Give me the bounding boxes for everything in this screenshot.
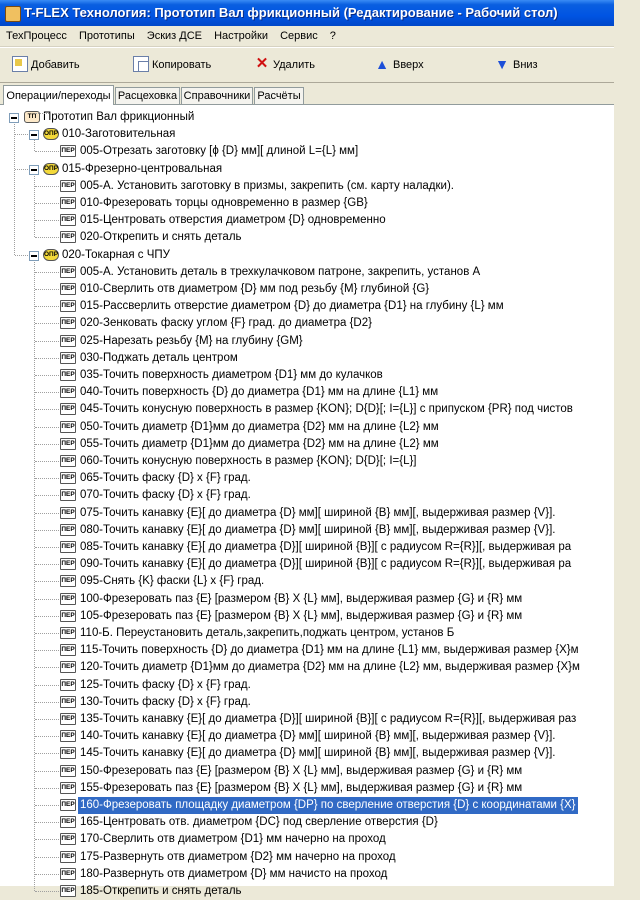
step-icon: ПЕР xyxy=(60,851,76,863)
tree-item-label: 165-Центровать отв. диаметром {DC} под сверление отверстия {D} xyxy=(80,816,438,829)
tree-item-label: 175-Развернуть отв диаметром {D2} мм начерно на проход xyxy=(80,850,396,863)
collapse-icon[interactable] xyxy=(29,251,39,261)
step-icon: ПЕР xyxy=(60,266,76,278)
delete-label: Удалить xyxy=(273,59,315,71)
move-down-button[interactable] xyxy=(494,52,538,78)
tree-step[interactable] xyxy=(0,711,640,728)
tree-connector xyxy=(35,272,59,273)
tree-step[interactable] xyxy=(0,556,640,573)
tree-item-label: 085-Точить канавку {E}[ до диаметра {D}][ шириной {B}][ с радиусом R={R}][, выдерживая ра xyxy=(80,541,572,553)
tree-operation[interactable] xyxy=(0,247,640,264)
tree-item-label: 025-Нарезать резьбу {M} на глубину {GM} xyxy=(80,334,303,347)
copy-label: Копировать xyxy=(152,59,212,71)
tree-connector xyxy=(35,805,59,806)
tree-connector xyxy=(35,891,59,892)
tree-item-label: 100-Фрезеровать паз {E} [размером {B} X {L} мм], выдерживая размер {G} и {R} мм xyxy=(80,592,523,605)
tree-step[interactable] xyxy=(0,745,640,762)
tree-item-label: 105-Фрезеровать паз {E} [размером {B} X {L} мм], выдерживая размер {G} и {R} мм xyxy=(80,609,523,622)
tree-operation[interactable] xyxy=(0,161,640,178)
tree-step[interactable] xyxy=(0,419,640,436)
tree-connector xyxy=(15,134,28,135)
tree-step[interactable] xyxy=(0,384,640,401)
tree-step[interactable] xyxy=(0,453,640,470)
tree-connector xyxy=(35,650,59,651)
tree-item-label: 135-Точить канавку {E}[ до диаметра {D}][ шириной {B}][ с радиусом R={R}][, выдерживая раз xyxy=(80,713,577,725)
tree-item-label: 075-Точить канавку {E}[ до диаметра {D} мм][ шириной {B} мм][, выдерживая размер {V}]. xyxy=(80,506,556,519)
tree-item-label: 095-Снять {K} фаски {L} x {F} град. xyxy=(80,575,265,588)
tree-connector xyxy=(35,151,59,152)
move-up-button[interactable] xyxy=(374,52,424,78)
tree-item-label: 125-Точить фаску {D} x {F} град. xyxy=(80,678,251,691)
add-label: Добавить xyxy=(31,59,80,71)
tree-item-label: 015-Фрезерно-центровальная xyxy=(62,162,223,175)
tree-item-label: Прототип Вал фрикционный xyxy=(43,111,195,123)
step-icon: ПЕР xyxy=(60,575,76,587)
tree-item-label: 120-Точить диаметр {D1}мм до диаметра {D2} мм на длине {L2} мм, выдерживая размер {X}м xyxy=(80,661,580,674)
tab-operations[interactable]: Операции/переходы xyxy=(3,85,114,105)
operation-icon: ОПР xyxy=(43,249,59,261)
step-icon: ПЕР xyxy=(60,145,76,157)
add-button[interactable] xyxy=(12,52,80,78)
menu-sketch[interactable]: Эскиз ДСЕ xyxy=(146,30,202,42)
tree-connector xyxy=(35,857,59,858)
tab-references[interactable]: Справочники xyxy=(181,87,253,104)
tree-step[interactable] xyxy=(0,315,640,332)
tree-connector xyxy=(35,667,59,668)
tree-connector xyxy=(35,753,59,754)
tree-step[interactable] xyxy=(0,831,640,848)
tree-item-label: 040-Точить поверхность {D} до диаметра {D1} мм на длине {L1} мм xyxy=(80,386,439,399)
tree-step[interactable] xyxy=(0,814,640,831)
step-icon: ПЕР xyxy=(60,507,76,519)
step-icon: ПЕР xyxy=(60,438,76,450)
step-icon: ПЕР xyxy=(60,403,76,415)
step-icon: ПЕР xyxy=(60,644,76,656)
tree-step[interactable] xyxy=(0,178,640,195)
menu-bar xyxy=(0,26,614,47)
copy-icon xyxy=(133,56,149,72)
tree-step[interactable] xyxy=(0,264,640,281)
tree-connector xyxy=(35,581,59,582)
tree-connector xyxy=(35,530,59,531)
tree-step[interactable] xyxy=(0,797,640,814)
tree-connector xyxy=(35,736,59,737)
step-icon: ПЕР xyxy=(60,283,76,295)
tree-step[interactable] xyxy=(0,505,640,522)
tree-item-label: 090-Точить канавку {E}[ до диаметра {D}][ шириной {B}][ с радиусом R={R}][, выдерживая ра xyxy=(80,558,572,571)
move-down-label: Вниз xyxy=(513,59,538,71)
tree-step[interactable] xyxy=(0,539,640,556)
step-icon: ПЕР xyxy=(60,868,76,880)
tree-connector xyxy=(35,375,59,376)
tree-connector xyxy=(35,444,59,445)
tree-item-label: 060-Точить конусную поверхность в размер {KON}; D{D}[; I={L}] xyxy=(80,455,417,467)
tree-step[interactable] xyxy=(0,487,640,504)
collapse-icon[interactable] xyxy=(29,165,39,175)
tree-step[interactable] xyxy=(0,212,640,229)
tree-item-label: 010-Заготовительная xyxy=(62,128,176,141)
step-icon: ПЕР xyxy=(60,472,76,484)
tree-step[interactable] xyxy=(0,694,640,711)
tree-connector xyxy=(35,341,59,342)
step-icon: ПЕР xyxy=(60,180,76,192)
step-icon: ПЕР xyxy=(60,541,76,553)
tree-connector xyxy=(35,685,59,686)
tree-step[interactable] xyxy=(0,298,640,315)
tree-step[interactable] xyxy=(0,883,640,900)
tree-item-label: 055-Точить диаметр {D1}мм до диаметра {D2} мм на длине {L2} мм xyxy=(80,437,439,450)
tree-item-label: 050-Точить диаметр {D1}мм до диаметра {D2} мм на длине {L2} мм xyxy=(80,420,439,433)
tree-step[interactable] xyxy=(0,677,640,694)
tree-operation[interactable] xyxy=(0,126,640,143)
step-icon: ПЕР xyxy=(60,679,76,691)
tree-connector xyxy=(35,599,59,600)
menu-settings[interactable]: Настройки xyxy=(214,30,268,42)
tree-root[interactable] xyxy=(0,109,640,126)
tree-item-label: 035-Точить поверхность диаметром {D1} мм до кулачков xyxy=(80,369,383,381)
tree-item-label: 115-Точить поверхность {D} до диаметра {D1} мм на длине {L1} мм, выдерживая размер {X}м xyxy=(80,644,579,657)
step-icon: ПЕР xyxy=(60,524,76,536)
tree-connector xyxy=(35,719,59,720)
tree-item-label: 020-Токарная с ЧПУ xyxy=(62,248,170,261)
tree-step[interactable] xyxy=(0,642,640,659)
tree-step[interactable] xyxy=(0,333,640,350)
menu-help[interactable]: ? xyxy=(329,30,336,42)
tree-connector xyxy=(15,255,28,256)
step-icon: ПЕР xyxy=(60,696,76,708)
tree-item-label: 010-Сверлить отв диаметром {D} мм под резьбу {M} глубиной {G} xyxy=(80,283,430,295)
window-title: T-FLEX Технология: Прототип Вал фрикционный (Редактирование - Рабочий стол) xyxy=(24,5,558,20)
tree-step[interactable] xyxy=(0,573,640,590)
tree-step[interactable] xyxy=(0,367,640,384)
tree-step[interactable] xyxy=(0,281,640,298)
step-icon: ПЕР xyxy=(60,335,76,347)
tree-connector xyxy=(35,822,59,823)
tree-step[interactable] xyxy=(0,625,640,642)
step-icon: ПЕР xyxy=(60,885,76,897)
step-icon: ПЕР xyxy=(60,317,76,329)
tree-item-label: 150-Фрезеровать паз {E} [размером {B} X {L} мм], выдерживая размер {G} и {R} мм xyxy=(80,764,523,777)
tree-connector xyxy=(35,564,59,565)
tree-item-label: 160-Фрезеровать площадку диаметром {DP} по сверление отверстия {D} с координатами {X} xyxy=(78,797,578,814)
step-icon: ПЕР xyxy=(60,558,76,570)
operations-tree[interactable] xyxy=(0,104,614,897)
tree-connector xyxy=(35,874,59,875)
step-icon: ПЕР xyxy=(60,730,76,742)
tree-step[interactable] xyxy=(0,591,640,608)
tree-connector xyxy=(35,633,59,634)
step-icon: ПЕР xyxy=(60,799,76,811)
arrow-up-icon: ▲ xyxy=(375,56,389,73)
tree-connector xyxy=(35,513,59,514)
operation-icon: ОПР xyxy=(43,128,59,140)
tree-item-label: 005-Отрезать заготовку [ϕ {D} мм][ длиной L={L} мм] xyxy=(80,145,359,158)
tree-connector xyxy=(35,237,59,238)
tree-item-label: 005-А. Установить заготовку в призмы, закрепить (см. карту наладки). xyxy=(80,179,454,192)
tab-strip xyxy=(0,85,614,105)
tree-item-label: 015-Центровать отверстия диаметром {D} одновременно xyxy=(80,214,386,227)
tree-item-label: 155-Фрезеровать паз {E} [размером {B} X {L} мм], выдерживая размер {G} и {R} мм xyxy=(80,781,523,794)
tree-item-label: 110-Б. Переустановить деталь,закрепить,поджать центром, установ Б xyxy=(80,627,455,639)
tree-connector xyxy=(35,771,59,772)
step-icon: ПЕР xyxy=(60,610,76,622)
tree-item-label: 005-А. Установить деталь в трехкулачковом патроне, закрепить, установ А xyxy=(80,265,481,278)
techprocess-icon: ТП xyxy=(24,111,40,123)
tree-step[interactable] xyxy=(0,401,640,418)
step-icon: ПЕР xyxy=(60,765,76,777)
add-icon xyxy=(12,56,28,72)
operation-icon: ОПР xyxy=(43,163,59,175)
delete-icon: ✕ xyxy=(255,55,269,73)
step-icon: ПЕР xyxy=(60,816,76,828)
tree-step[interactable] xyxy=(0,659,640,676)
tree-item-label: 065-Точить фаску {D} x {F} град. xyxy=(80,472,251,485)
tree-connector xyxy=(35,495,59,496)
tree-connector xyxy=(35,547,59,548)
tree-item-label: 015-Рассверлить отверстие диаметром {D} до диаметра {D1} на глубину {L} мм xyxy=(80,300,504,313)
tree-step[interactable] xyxy=(0,350,640,367)
collapse-icon[interactable] xyxy=(29,130,39,140)
tab-routing[interactable]: Расцеховка xyxy=(115,87,180,104)
tree-connector xyxy=(35,616,59,617)
tree-item-label: 030-Поджать деталь центром xyxy=(80,351,238,364)
step-icon: ПЕР xyxy=(60,369,76,381)
step-icon: ПЕР xyxy=(60,300,76,312)
tree-step[interactable] xyxy=(0,849,640,866)
tree-item-label: 010-Фрезеровать торцы одновременно в размер {GB} xyxy=(80,197,368,209)
tree-connector xyxy=(35,478,59,479)
tree-step[interactable] xyxy=(0,763,640,780)
arrow-down-icon: ▼ xyxy=(495,56,509,73)
step-icon: ПЕР xyxy=(60,627,76,639)
tree-connector xyxy=(35,203,59,204)
menu-service[interactable]: Сервис xyxy=(280,30,318,42)
step-icon: ПЕР xyxy=(60,713,76,725)
step-icon: ПЕР xyxy=(60,489,76,501)
tree-item-label: 170-Сверлить отв диаметром {D1} мм начерно на проход xyxy=(80,833,386,846)
tree-item-label: 020-Зенковать фаску углом {F} град. до диаметра {D2} xyxy=(80,317,372,330)
tree-connector xyxy=(35,323,59,324)
tree-item-label: 045-Точить конусную поверхность в размер {KON}; D{D}[; I={L}] с припуском {PR} под чистов xyxy=(80,403,573,416)
title-bar xyxy=(0,0,614,26)
tree-item-label: 185-Открепить и снять деталь xyxy=(80,885,242,897)
tree-step[interactable] xyxy=(0,143,640,160)
collapse-icon[interactable] xyxy=(9,113,19,123)
tree-item-label: 020-Открепить и снять деталь xyxy=(80,231,242,244)
step-icon: ПЕР xyxy=(60,747,76,759)
move-up-label: Вверх xyxy=(393,59,424,71)
step-icon: ПЕР xyxy=(60,421,76,433)
app-icon xyxy=(5,6,21,22)
tree-connector xyxy=(35,306,59,307)
tree-item-label: 070-Точить фаску {D} x {F} град. xyxy=(80,489,251,502)
menu-techprocess[interactable]: ТехПроцесс xyxy=(6,30,67,42)
tree-connector xyxy=(35,461,59,462)
step-icon: ПЕР xyxy=(60,352,76,364)
tab-calculations[interactable]: Расчёты xyxy=(254,87,304,104)
tree-item-label: 140-Точить канавку {E}[ до диаметра {D} мм][ шириной {B} мм][, выдерживая размер {V}]. xyxy=(80,730,556,743)
step-icon: ПЕР xyxy=(60,231,76,243)
tree-step[interactable] xyxy=(0,780,640,797)
step-icon: ПЕР xyxy=(60,593,76,605)
delete-button[interactable] xyxy=(254,52,315,78)
tree-connector xyxy=(35,788,59,789)
tree-connector xyxy=(35,839,59,840)
tree-step[interactable] xyxy=(0,436,640,453)
tree-item-label: 130-Точить фаску {D} x {F} град. xyxy=(80,695,251,708)
tree-step[interactable] xyxy=(0,522,640,539)
tree-step[interactable] xyxy=(0,229,640,246)
tree-connector xyxy=(35,409,59,410)
tree-connector xyxy=(35,427,59,428)
tree-connector xyxy=(35,392,59,393)
step-icon: ПЕР xyxy=(60,455,76,467)
step-icon: ПЕР xyxy=(60,782,76,794)
copy-button[interactable] xyxy=(133,52,211,78)
tree-item-label: 180-Развернуть отв диаметром {D} мм начисто на проход xyxy=(80,867,388,880)
tree-connector xyxy=(35,358,59,359)
step-icon: ПЕР xyxy=(60,214,76,226)
tree-connector xyxy=(35,113,59,114)
step-icon: ПЕР xyxy=(60,661,76,673)
tree-connector xyxy=(35,289,59,290)
tree-connector xyxy=(35,702,59,703)
tree-item-label: 080-Точить канавку {E}[ до диаметра {D} мм][ шириной {B} мм][, выдерживая размер {V}]. xyxy=(80,523,556,536)
step-icon: ПЕР xyxy=(60,833,76,845)
tree-step[interactable] xyxy=(0,470,640,487)
menu-prototypes[interactable]: Прототипы xyxy=(78,30,135,42)
tree-step[interactable] xyxy=(0,866,640,883)
tree-step[interactable] xyxy=(0,608,640,625)
step-icon: ПЕР xyxy=(60,386,76,398)
tree-step[interactable] xyxy=(0,195,640,212)
tree-connector xyxy=(35,220,59,221)
tree-connector xyxy=(15,169,28,170)
tree-connector xyxy=(35,186,59,187)
tree-item-label: 145-Точить канавку {E}[ до диаметра {D} мм][ шириной {B} мм][, выдерживая размер {V}]. xyxy=(80,747,556,760)
step-icon: ПЕР xyxy=(60,197,76,209)
toolbar xyxy=(0,47,614,83)
tree-step[interactable] xyxy=(0,728,640,745)
